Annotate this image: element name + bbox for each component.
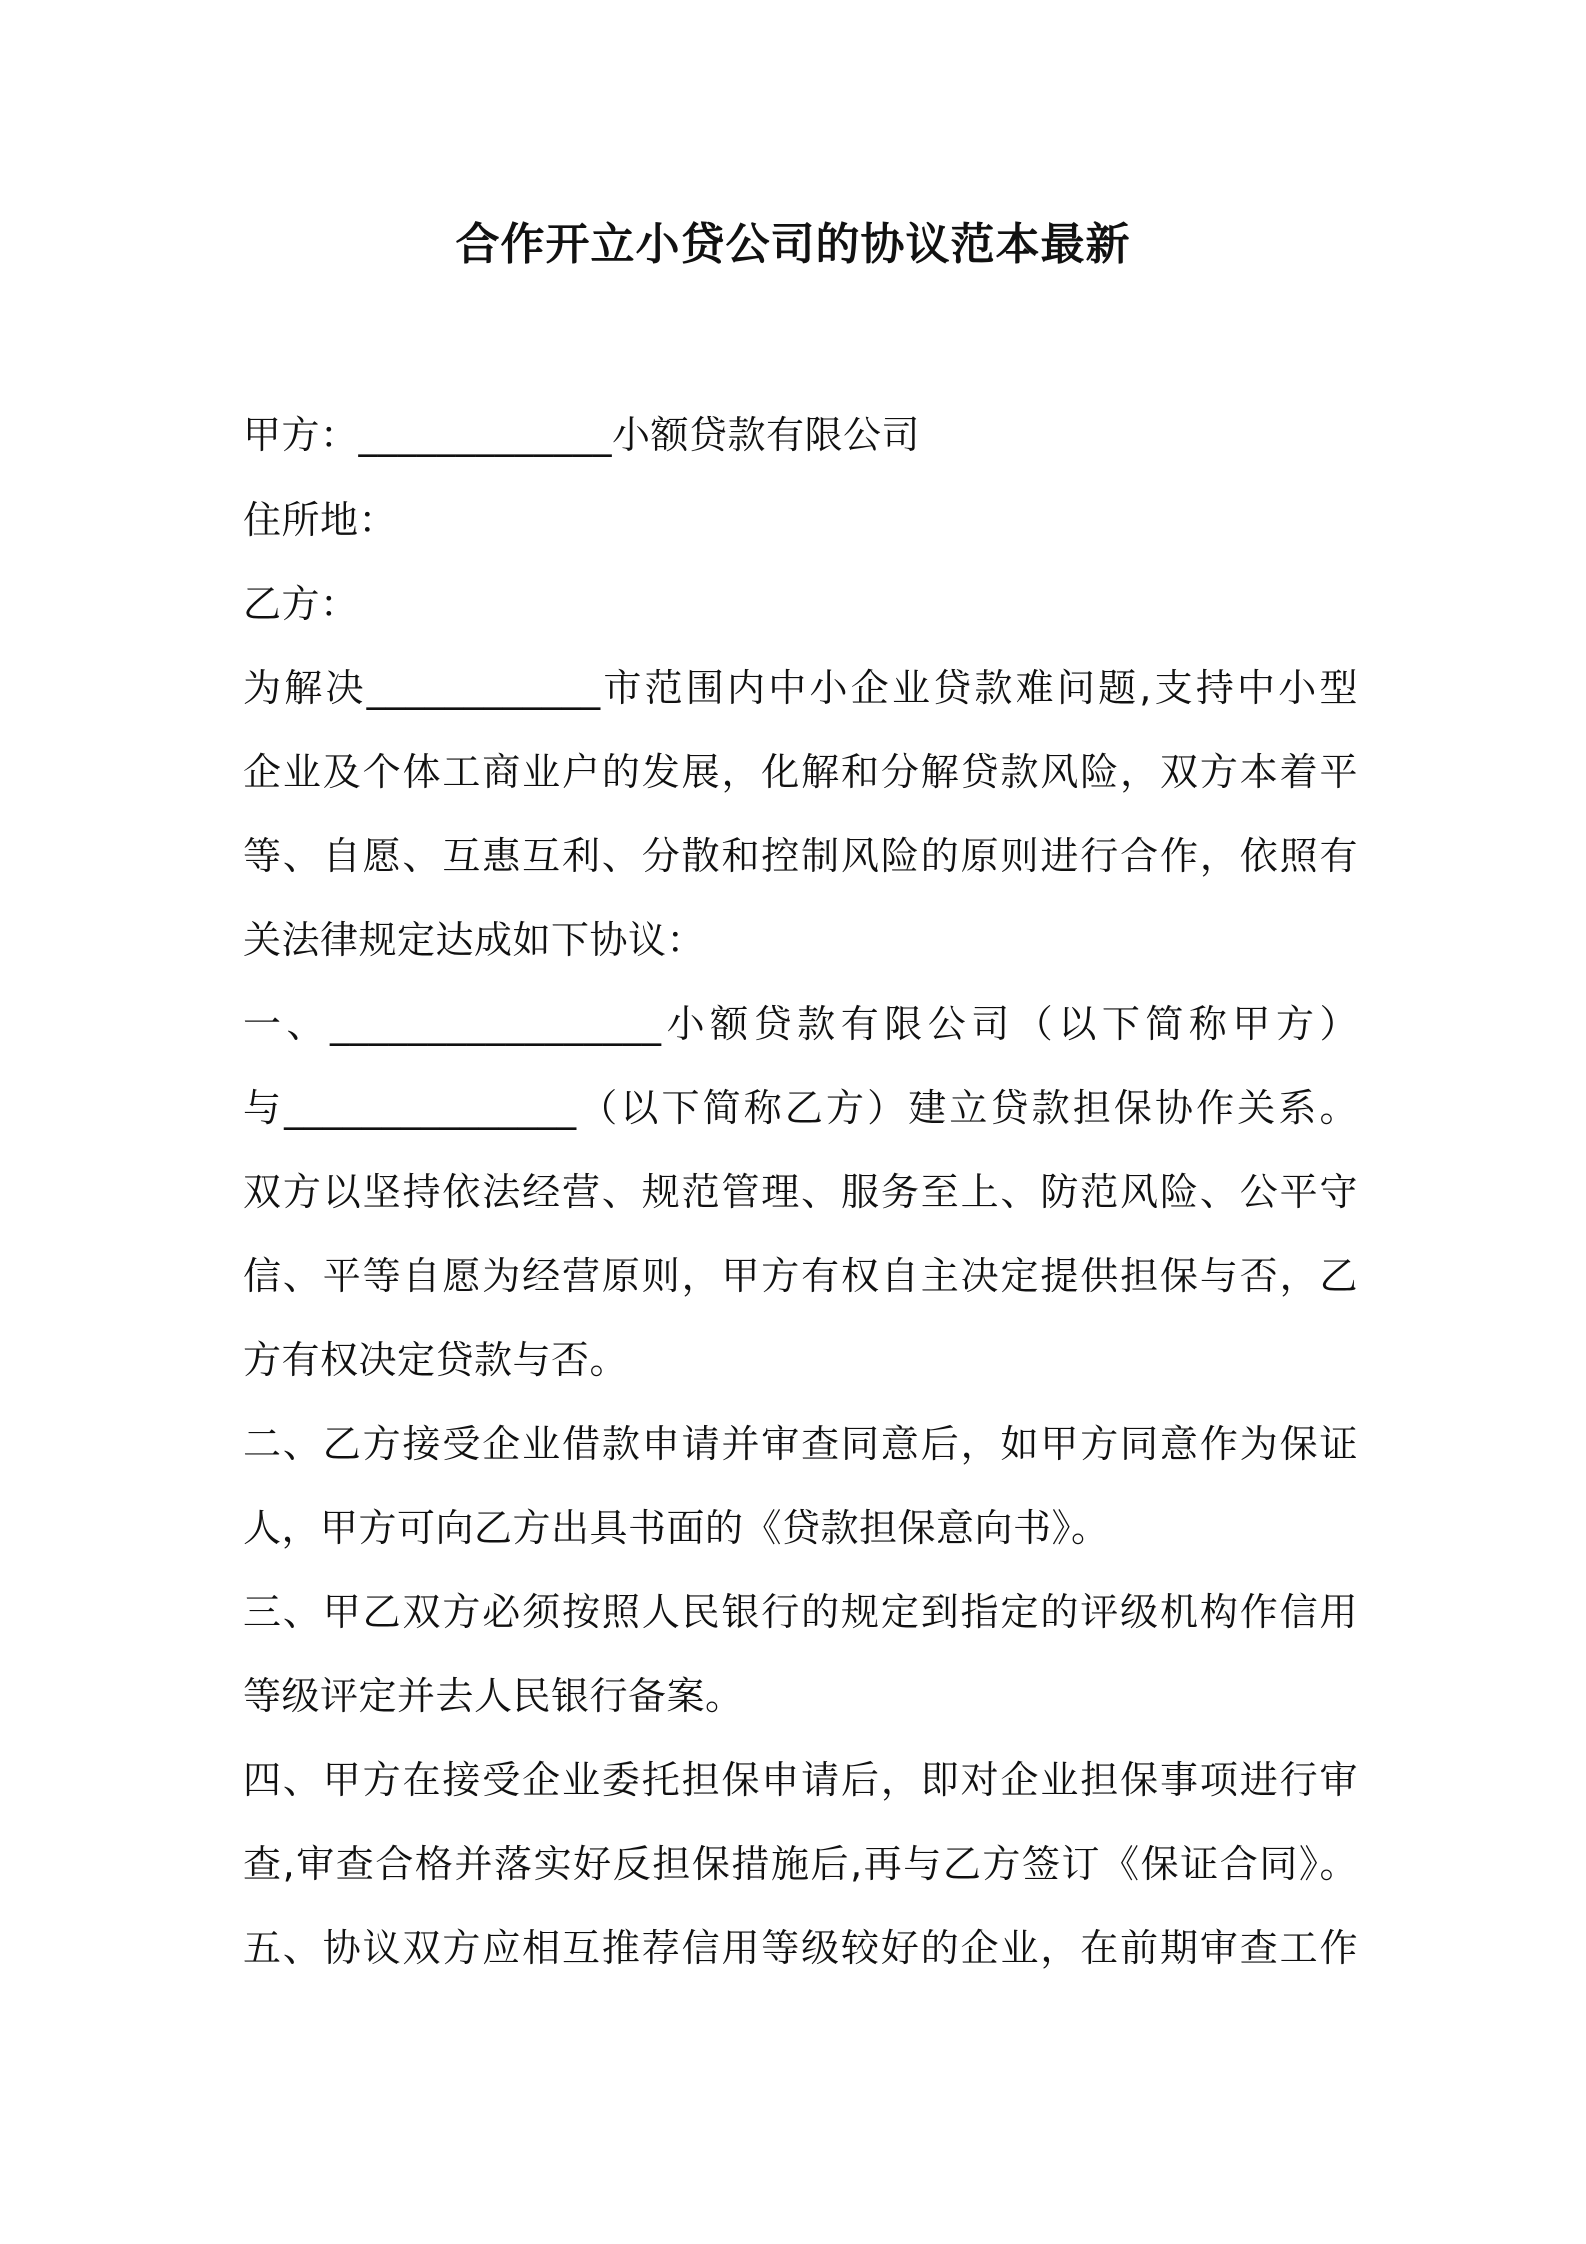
clause-4-line: 四、甲方在接受企业委托担保申请后，即对企业担保事项进行审 xyxy=(243,1758,1358,1802)
clause-2-line: 二、乙方接受企业借款申请并审查同意后，如甲方同意作为保证 xyxy=(243,1422,1358,1466)
paragraph-line: 为解决____________市范围内中小企业贷款难问题,支持中小型 xyxy=(243,666,1358,710)
clause-1-line: 一、_________________小额贷款有限公司（以下简称甲方） xyxy=(243,1002,1358,1046)
paragraph-line: 企业及个体工商业户的发展，化解和分解贷款风险，双方本着平 xyxy=(243,750,1358,794)
party-a-line: 甲方：_____________小额贷款有限公司 xyxy=(243,413,921,457)
clause-1-line: 信、平等自愿为经营原则，甲方有权自主决定提供担保与否，乙 xyxy=(243,1254,1358,1298)
clause-2-line: 人，甲方可向乙方出具书面的《贷款担保意向书》。 xyxy=(243,1506,1110,1550)
clause-3-line: 三、甲乙双方必须按照人民银行的规定到指定的评级机构作信用 xyxy=(243,1590,1358,1634)
document-title: 合作开立小贷公司的协议范本最新 xyxy=(455,219,1131,270)
clause-5-line: 五、协议双方应相互推荐信用等级较好的企业，在前期审查工作 xyxy=(243,1926,1358,1970)
paragraph-line: 关法律规定达成如下协议： xyxy=(243,918,706,962)
clause-1-line: 双方以坚持依法经营、规范管理、服务至上、防范风险、公平守 xyxy=(243,1170,1358,1214)
clause-1-line: 方有权决定贷款与否。 xyxy=(243,1338,629,1382)
paragraph-line: 等、自愿、互惠互利、分散和控制风险的原则进行合作，依照有 xyxy=(243,834,1358,878)
party-b-line: 乙方： xyxy=(243,582,359,626)
clause-4-line: 查,审查合格并落实好反担保措施后,再与乙方签订《保证合同》。 xyxy=(243,1842,1358,1886)
clause-3-line: 等级评定并去人民银行备案。 xyxy=(243,1674,744,1718)
address-line: 住所地： xyxy=(243,498,398,542)
clause-1-line: 与_______________（以下简称乙方）建立贷款担保协作关系。 xyxy=(243,1086,1358,1130)
